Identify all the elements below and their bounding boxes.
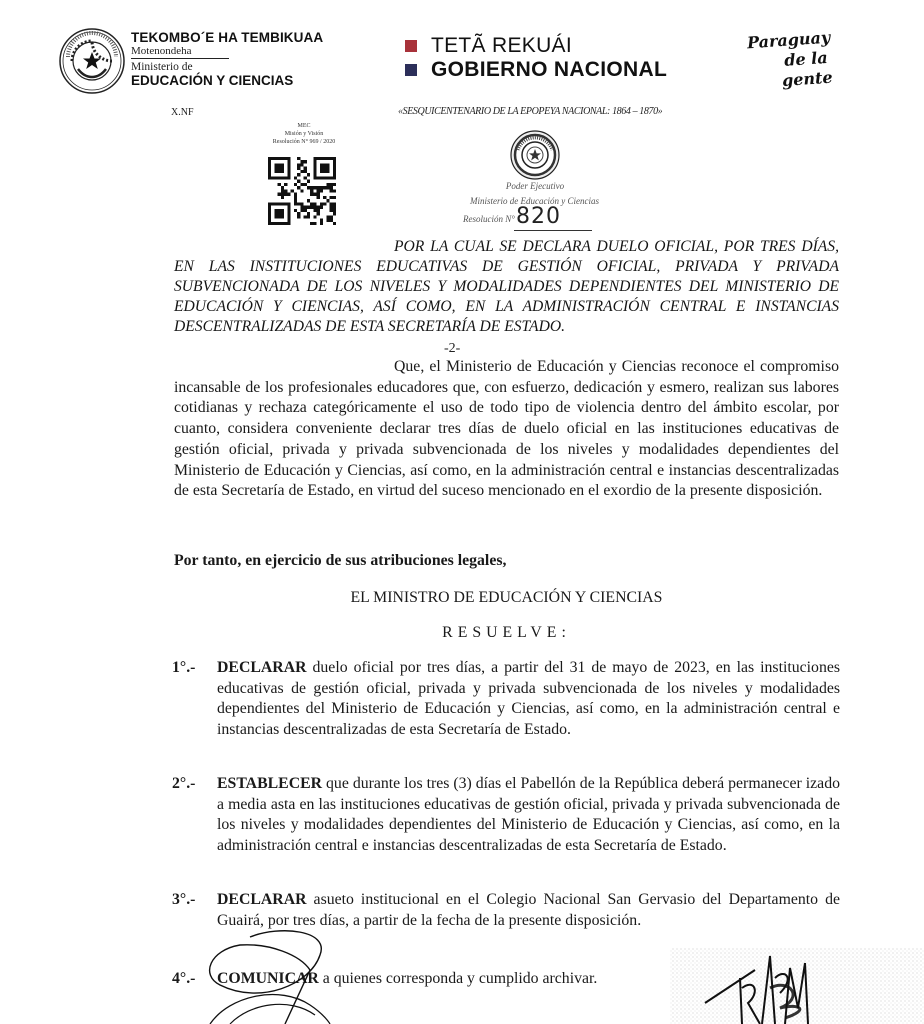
org-name: EDUCACIÓN Y CIENCIAS: [131, 73, 294, 88]
article-verb: COMUNICAR: [217, 970, 319, 987]
resolution-underline: [514, 230, 592, 231]
article-text: [217, 774, 840, 857]
qr-caption: [258, 122, 350, 146]
slogan-logo: [740, 26, 854, 94]
national-seal-icon: [58, 27, 126, 95]
org-name-guarani: TEKOMBO´E HA TEMBIKUAA: [131, 30, 324, 45]
resolution-number: 820: [516, 204, 561, 229]
article-verb: DECLARAR: [217, 659, 307, 676]
article-number: 4°.-: [172, 970, 196, 987]
qr-caption-line-3: Resolución N° 969 / 2020: [272, 139, 336, 145]
article-3: [172, 890, 840, 931]
qr-code-icon[interactable]: [268, 155, 336, 227]
blue-square-icon: [405, 64, 417, 76]
minister-signature-icon: [660, 948, 924, 1024]
article-verb: ESTABLECER: [217, 775, 323, 792]
qr-caption-line-2: Misión y Visión: [284, 131, 324, 137]
article-number: 2°.-: [172, 775, 196, 792]
qr-caption-line-1: MEC: [297, 123, 311, 129]
article-text: [217, 658, 840, 741]
article-number: 1°.-: [172, 659, 196, 676]
resolution-label: Resolución N°: [463, 214, 515, 224]
article-2: [172, 774, 840, 857]
article-body: duelo oficial por tres días, a partir del 31 de mayo de 2023, en las instituciones educativas de gestión oficial, privada y privada subvencionada de los niveles y modalidades dependientes del Ministerio de Educación y Ciencias, así como, en la administración central e instancias descentralizadas de esta Secretaría de Estado.: [217, 659, 840, 739]
org-subtitle-guarani: Motenondeha: [131, 45, 192, 57]
slogan-line-2: de la gente: [781, 47, 834, 91]
article-number: 3°.-: [172, 891, 196, 908]
government-logo: [405, 34, 667, 82]
document-reference: X.NF: [171, 107, 194, 118]
article-verb: DECLARAR: [217, 891, 307, 908]
article-body: a quienes corresponda y cumplido archivar.: [318, 970, 598, 987]
article-1: [172, 658, 840, 741]
ministry-logo-text: [131, 30, 323, 89]
por-tanto-clause: Por tanto, en ejercicio de sus atribuciones legales,: [174, 552, 507, 569]
resolution-title: POR LA CUAL SE DECLARA DUELO OFICIAL, POR TRES DÍAS, EN LAS INSTITUCIONES EDUCATIVAS DE GESTIÓN OFICIAL, PRIVADA Y PRIVADA SUBVENCIONADA DE LOS NIVELES Y MODALIDADES DEPENDIENTES DEL MINISTERIO DE EDUCACIÓN Y CIENCIAS, ASÍ COMO, EN LA ADMINISTRACIÓN CENTRAL E INSTANCIAS DESCENTRALIZADAS DE ESTA SECRETARÍA DE ESTADO.: [174, 238, 839, 335]
org-subtitle: Ministerio de: [131, 61, 193, 73]
slogan-line-1: Paraguay: [746, 27, 831, 53]
government-name: GOBIERNO NACIONAL: [431, 58, 668, 81]
commemorative-motto: «SESQUICENTENARIO DE LA EPOPEYA NACIONAL: 1864 – 1870»: [398, 106, 663, 117]
resuelve-heading: RESUELVE:: [442, 624, 571, 641]
red-square-icon: [405, 40, 417, 52]
article-body: asueto institucional en el Colegio Nacional San Gervasio del Departamento de Guairá, por tres días, a partir de la fecha de la presente disposición.: [217, 891, 840, 929]
stamp-line-1: Poder Ejecutivo: [505, 181, 565, 191]
minister-heading: EL MINISTRO DE EDUCACIÓN Y CIENCIAS: [350, 589, 663, 606]
government-name-guarani: TETÃ REKUÁI: [431, 34, 572, 57]
article-text: [217, 890, 840, 931]
article-body: que durante los tres (3) días el Pabellón de la República deberá permanecer izado a media asta en las instituciones educativas de gestión oficial, privada y privada subvencionada de los niveles y modalidades dependientes del Ministerio de Educación y Ciencias, así como, en la administración central e instancias descentralizadas de esta Secretaría de Estado.: [217, 775, 840, 855]
page-number: -2-: [444, 341, 461, 356]
org-divider: [131, 58, 229, 59]
executive-seal-icon: [510, 130, 560, 180]
considerando-paragraph: Que, el Ministerio de Educación y Ciencias reconoce el compromiso incansable de los profesionales educadores que, con esfuerzo, dedicación y esmero, realizan sus labores cotidianas y rechaza categóricamente el uso de todo tipo de violencia dentro del ámbito escolar, por cuanto, considera conveniente declarar tres días de duelo oficial en las instituciones educativas de gestión oficial, privada y privada subvencionada de los niveles y modalidades dependientes del Ministerio de Educación y Ciencias, así como, en la administración central e instancias descentralizadas de esta Secretaría de Estado, en virtud del suceso mencionado en el exordio de la presente disposición.: [174, 358, 839, 500]
stamp-line-2: Ministerio de Educación y Ciencias: [470, 196, 599, 206]
